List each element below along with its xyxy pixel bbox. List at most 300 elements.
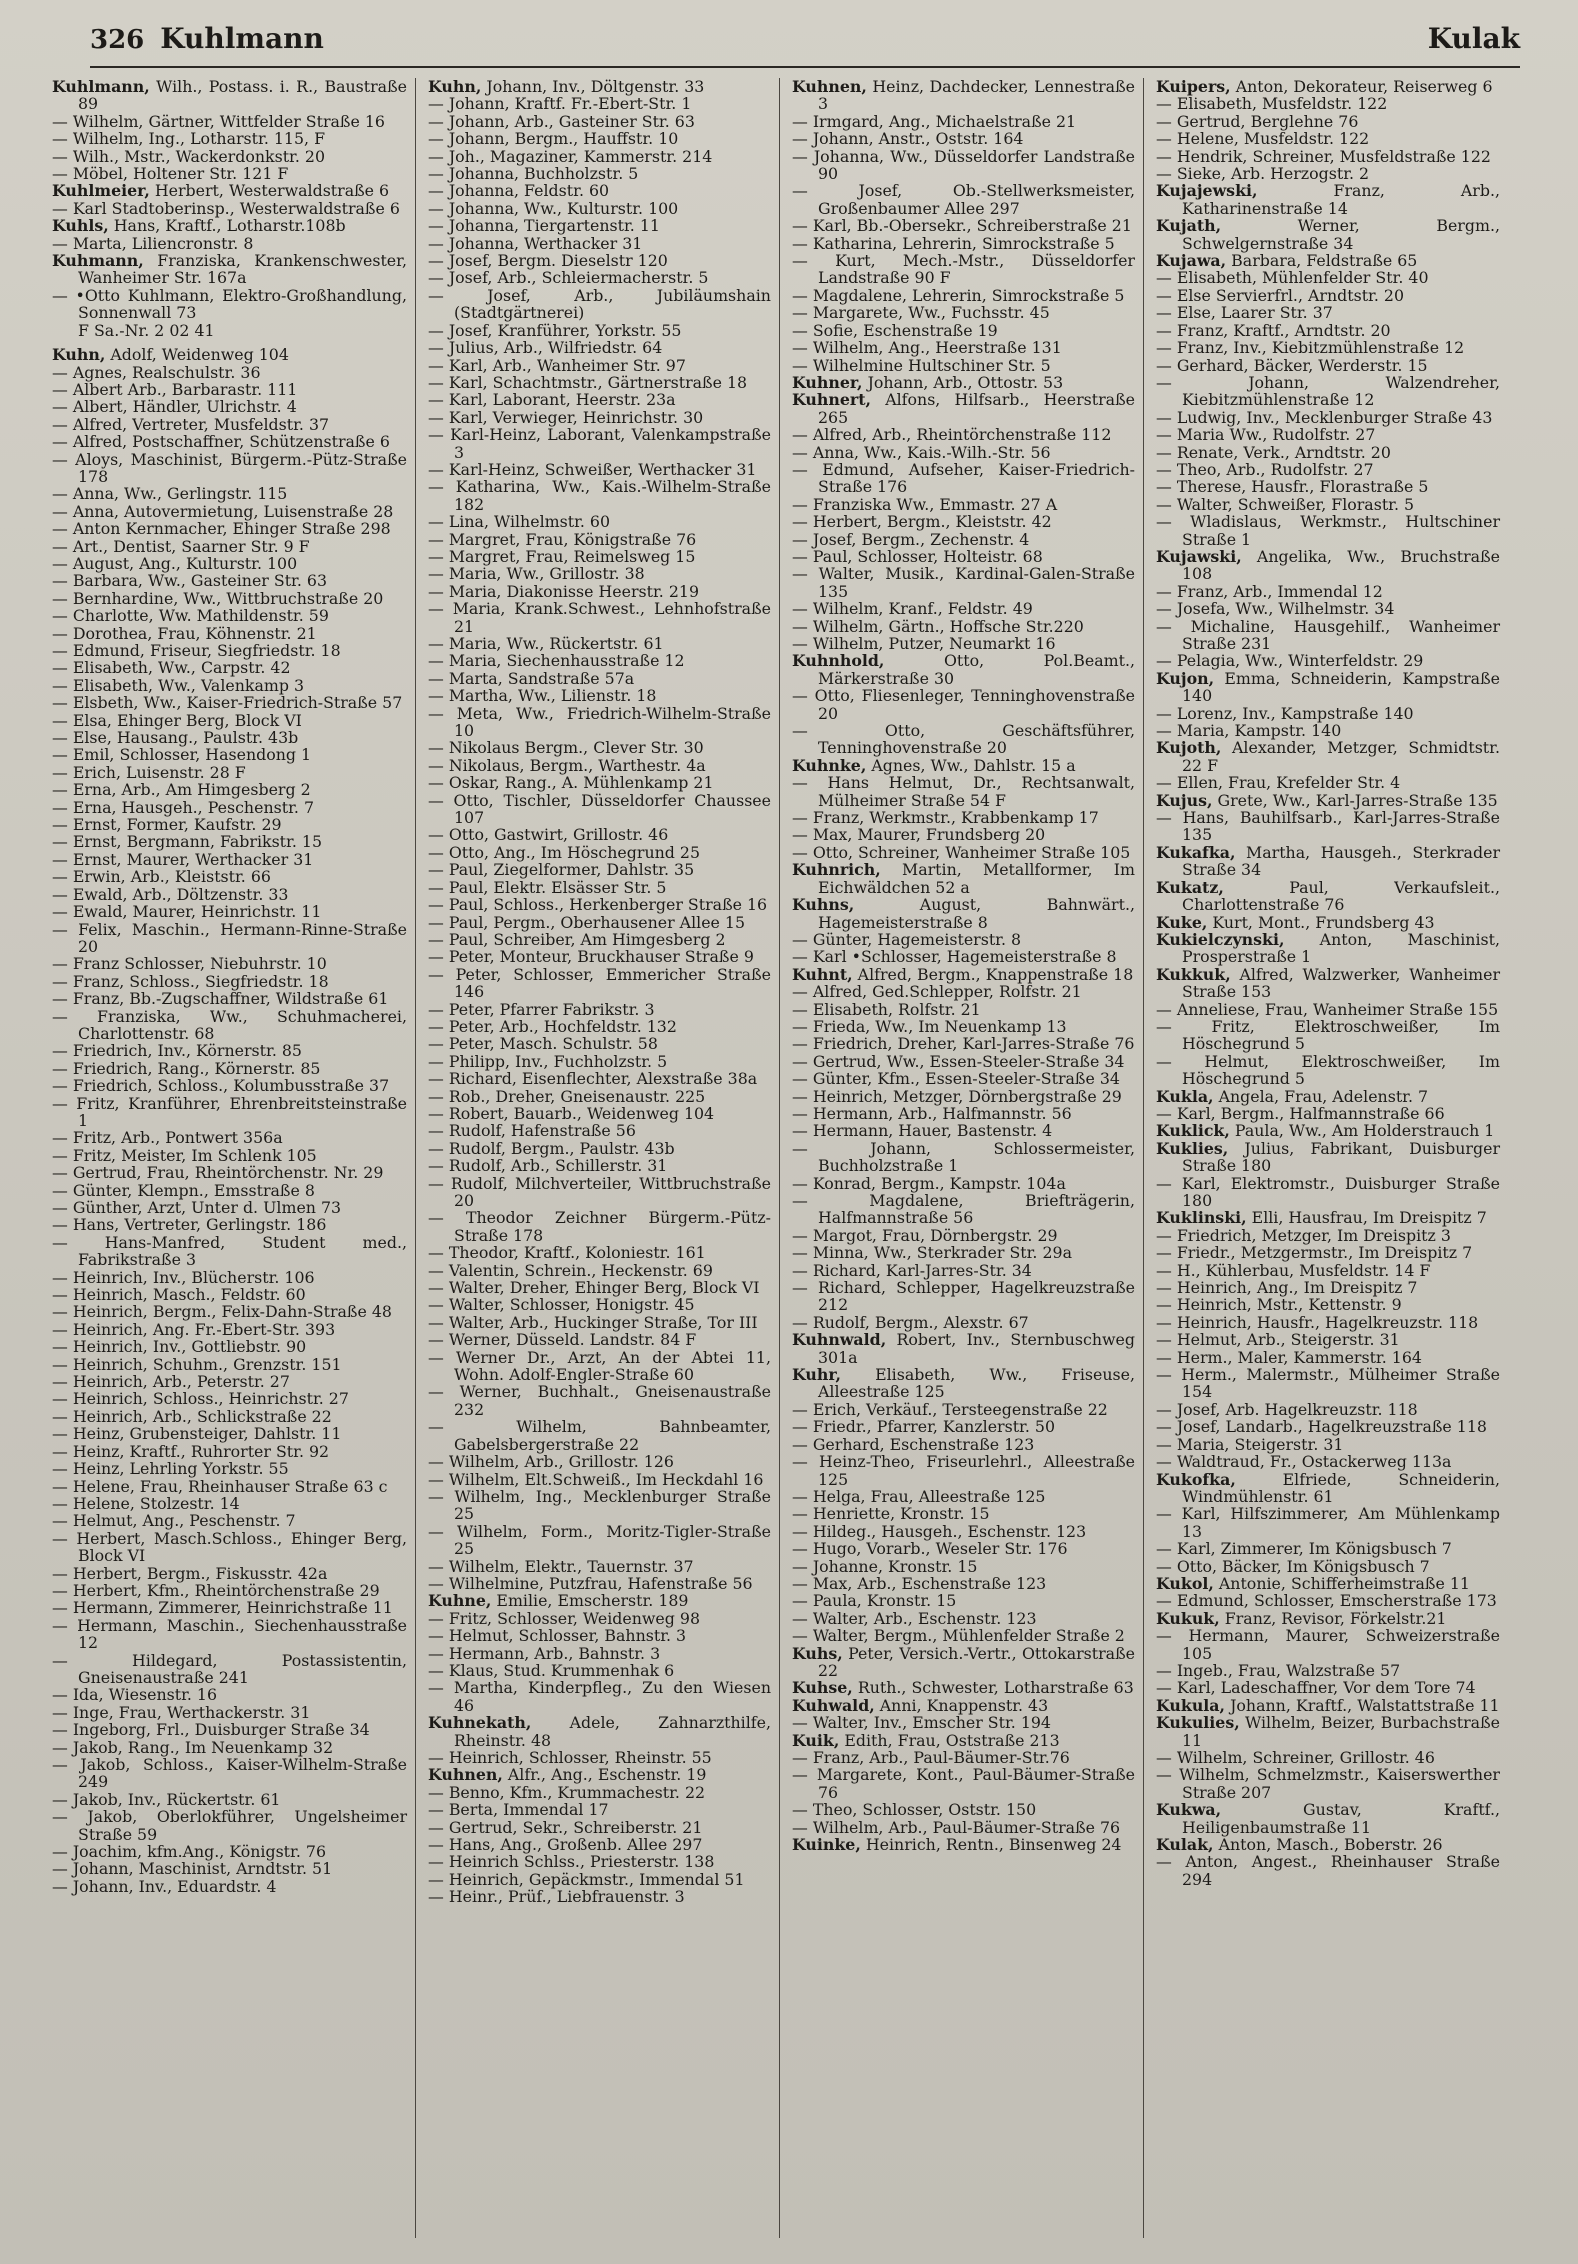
entry-surname: Kuhnwald, [792,1330,887,1350]
entry-text: — Johanna, Tiergartenstr. 11 [428,216,660,236]
entry-text: — Hugo, Vorarb., Weseler Str. 176 [792,1539,1068,1559]
directory-entry-surname [1156,931,1500,966]
directory-entry [428,95,771,112]
entry-text: — Karl, Verwieger, Heinrichstr. 30 [428,407,704,427]
entry-text: — Helene, Frau, Rheinhauser Straße 63 c [52,1476,388,1496]
directory-entry [428,391,771,408]
entry-text: — Karl, Arb., Wanheimer Str. 97 [428,355,686,375]
directory-entry [792,618,1135,635]
entry-text: — Franz, Inv., Kiebitzmühlenstraße 12 [1156,338,1465,358]
directory-entry [1156,618,1500,653]
entry-text: — Hermann, Arb., Halfmannstr. 56 [792,1103,1072,1123]
directory-entry [1156,1453,1500,1470]
entry-text: — Johanna, Ww., Kulturstr. 100 [428,198,679,218]
entry-text: — Jakob, Inv., Rückertstr. 61 [52,1789,281,1809]
directory-entry [52,833,407,850]
directory-entry [428,357,771,374]
directory-entry [52,130,407,147]
entry-text: — Edmund, Aufseher, Kaiser-Friedrich-Straße 176 [792,459,1135,497]
entry-text: — Frieda, Ww., Im Neuenkamp 13 [792,1016,1067,1036]
directory-entry [792,235,1135,252]
directory-entry [52,712,407,729]
entry-text: — Otto, Bäcker, Im Königsbusch 7 [1156,1556,1430,1576]
entry-text: — Herbert, Masch.Schloss., Ehinger Berg, Block VI [52,1528,407,1566]
directory-entry [428,914,771,931]
entry-text: — Heinrich, Ang. Fr.-Ebert-Str. 393 [52,1319,336,1339]
entry-text: — Otto, Tischler, Düsseldorfer Chaussee 107 [428,790,771,828]
entry-text: — Robert, Bauarb., Weidenweg 104 [428,1103,715,1123]
directory-entry [428,130,771,147]
directory-entry-surname [792,1645,1135,1680]
entry-text: — Karl-Heinz, Laborant, Valenkampstraße 3 [428,425,771,462]
directory-entry [52,677,407,694]
directory-entry [792,983,1135,1000]
entry-text: — Heinr., Prüf., Liebfrauenstr. 3 [428,1887,685,1907]
entry-surname: Kuhse, [792,1678,853,1698]
entry-text: — Karl, Elektromstr., Duisburger Straße 180 [1156,1173,1500,1210]
entry-surname: Kuke, [1156,912,1208,932]
entry-text: — Johanne, Kronstr. 15 [792,1556,978,1576]
entry-text: — Maria, Kampstr. 140 [1156,721,1342,741]
directory-entry [52,381,407,398]
entry-text: Paula, Ww., Am Holderstrauch 1 [1229,1121,1495,1141]
entry-text: — Herm., Malermstr., Mülheimer Straße 154 [1156,1365,1500,1402]
directory-entry [52,886,407,903]
directory-entry-surname [792,1836,1135,1853]
entry-text: — Wilhelm, Ing., Mecklenburger Straße 25 [428,1486,771,1524]
entry-text: — Wilhelm, Arb., Paul-Bäumer-Straße 76 [792,1817,1121,1837]
directory-entry [52,1530,407,1565]
entry-text: — Heinrich Schlss., Priesterstr. 138 [428,1852,715,1872]
entry-text: — Rob., Dreher, Gneisenaustr. 225 [428,1086,706,1106]
entry-text: — Hans, Bauhilfsarb., Karl-Jarres-Straße 135 [1156,808,1500,845]
entry-text: — Helmut, Ang., Peschenstr. 7 [52,1511,296,1531]
directory-entry [428,1836,771,1853]
directory-entry [792,635,1135,652]
entry-surname: Kuhr, [792,1365,842,1385]
entry-text: — August, Ang., Kulturstr. 100 [52,553,298,573]
directory-entry [1156,1662,1500,1679]
directory-entry [52,781,407,798]
directory-entry-surname [428,1592,771,1609]
entry-text: Peter, Versich.-Vertr., Ottokarstraße 22 [818,1643,1135,1680]
entry-text: — Heinrich, Gepäckmstr., Immendal 51 [428,1869,745,1889]
directory-entry [52,1164,407,1181]
entry-text: — Walter, Arb., Huckinger Straße, Tor III [428,1312,758,1332]
entry-text: — Heinrich, Inv., Blücherstr. 106 [52,1267,315,1287]
column-3 [780,78,1144,2238]
entry-text: — Günter, Hagemeisterstr. 8 [792,929,1022,949]
directory-entry [428,1105,771,1122]
directory-entry [428,1001,771,1018]
entry-text: — Heinrich, Inv., Gottliebstr. 90 [52,1337,307,1357]
entry-text: — Jakob, Schloss., Kaiser-Wilhelm-Straße 249 [52,1755,407,1792]
entry-surname: Kuhnen, [792,78,867,96]
entry-text: — Herbert, Bergm., Fiskusstr. 42a [52,1563,328,1583]
directory-entry [792,1122,1135,1139]
entry-text: — Paul, Elektr. Elsässer Str. 5 [428,877,667,897]
entry-text: — Helmut, Schlosser, Bahnstr. 3 [428,1626,687,1646]
entry-surname: Kukkuk, [1156,964,1231,984]
entry-text: — Kurt, Mech.-Mstr., Düsseldorfer Landstraße 90 F [792,251,1135,288]
directory-entry-surname [792,966,1135,983]
directory-entry [792,287,1135,304]
entry-text: Angelika, Ww., Bruchstraße 108 [1182,546,1500,584]
entry-text: — Else Servierfrl., Arndtstr. 20 [1156,285,1404,305]
column-4 [1144,78,1508,2238]
directory-entry [52,1582,407,1599]
directory-entry [792,1505,1135,1522]
directory-entry [792,1418,1135,1435]
entry-surname: Kuhnen, [428,1765,503,1785]
directory-entry [1156,1853,1500,1888]
entry-text: — Aloys, Maschinist, Bürgerm.-Pütz-Straße 178 [52,449,407,486]
entry-surname: Kuhnrich, [792,860,881,880]
entry-text: — Günter, Kfm., Essen-Steeler-Straße 34 [792,1069,1120,1089]
entry-text: — Ernst, Bergmann, Fabrikstr. 15 [52,832,322,852]
directory-entry [428,1418,771,1453]
entry-text: — Wilhelm, Form., Moritz-Tigler-Straße 25 [428,1521,771,1559]
directory-entry [52,1356,407,1373]
directory-entry [52,1408,407,1425]
entry-text: — Franziska, Ww., Schuhmacherei, Charlottenstr. 68 [52,1006,407,1043]
directory-entry [52,1843,407,1860]
directory-entry-surname [792,757,1135,774]
entry-text: Antonie, Schifferheimstraße 11 [1213,1573,1470,1593]
entry-text: — Joachim, kfm.Ang., Königstr. 76 [52,1842,326,1862]
directory-entry [52,1042,407,1059]
entry-text: — Franziska Ww., Emmastr. 27 A [792,494,1058,514]
directory-entry [428,217,771,234]
entry-surname: Kuhmann, [52,251,144,271]
entry-text: — Helga, Frau, Alleestraße 125 [792,1486,1046,1506]
directory-entry [428,235,771,252]
directory-entry [428,461,771,478]
entry-text: — Heinrich, Bergm., Felix-Dahn-Straße 48 [52,1302,392,1322]
entry-text: — Albert Arb., Barbarastr. 111 [52,379,298,399]
entry-text: Elisabeth, Ww., Friseuse, Alleestraße 125 [818,1365,1135,1402]
directory-entry [428,1523,771,1558]
entry-text: — Wilhelm, Gärtn., Hoffsche Str.220 [792,616,1084,636]
directory-entry [428,513,771,530]
directory-entry [428,478,771,513]
entry-text: — Josef, Bergm., Zechenstr. 4 [792,529,1030,549]
directory-entry-surname [1156,879,1500,914]
directory-entry [1156,1366,1500,1401]
entry-text: — Friedrich, Metzger, Im Dreispitz 3 [1156,1225,1451,1245]
directory-entry [792,113,1135,130]
entry-text: — Walter, Schlosser, Honigstr. 45 [428,1295,695,1315]
directory-entry [1156,1227,1500,1244]
entry-text: — Wilhelm, Ang., Heerstraße 131 [792,338,1062,358]
entry-text: — Katharina, Ww., Kais.-Wilhelm-Straße 182 [428,477,771,514]
header-last-name: Kulak [1427,22,1520,55]
directory-entry [428,565,771,582]
entry-text: — Klaus, Stud. Krummenhak 6 [428,1660,675,1680]
entry-text: — Josefa, Ww., Wilhelmstr. 34 [1156,599,1395,619]
directory-entry [792,304,1135,321]
directory-entry [792,774,1135,809]
directory-entry-surname [52,252,407,287]
directory-entry [1156,461,1500,478]
entry-text: — Wilhelm, Schreiner, Grillostr. 46 [1156,1748,1435,1767]
directory-entry-surname [1156,1209,1500,1226]
directory-entry [428,1610,771,1627]
directory-entry [1156,600,1500,617]
entry-text: — Heinz, Grubensteiger, Dahlstr. 11 [52,1424,342,1444]
directory-entry [52,148,407,165]
directory-entry [792,1766,1135,1801]
entry-text: Hans, Kraftf., Lotharstr.108b [108,216,346,236]
entry-text: — Elsbeth, Ww., Kaiser-Friedrich-Straße 57 [52,693,403,713]
directory-entry [52,572,407,589]
directory-entry [428,670,771,687]
entry-text: — Johann, Kraftf. Fr.-Ebert-Str. 1 [428,94,692,114]
directory-entry [1156,1592,1500,1609]
entry-surname: Kuhwald, [792,1695,875,1715]
entry-text: — Felix, Maschin., Hermann-Rinne-Straße 20 [52,919,407,956]
entry-text: — Johann, Inv., Eduardstr. 4 [52,1876,277,1896]
directory-entry [52,165,407,182]
entry-text: — Hildeg., Hausgeh., Eschenstr. 123 [792,1521,1087,1541]
entry-text: — Charlotte, Ww. Mathildenstr. 59 [52,606,329,626]
entry-text: — Johann, Walzendreher, Kiebitzmühlenstraße 12 [1156,372,1500,410]
directory-entry [52,1704,407,1721]
directory-entry [428,269,771,286]
entry-text: Adolf, Weidenweg 104 [105,345,289,365]
directory-entry [428,1296,771,1313]
entry-surname: Kukatz, [1156,877,1224,897]
entry-text: Emilie, Emscherstr. 189 [491,1591,689,1611]
entry-text: — Wilhelm, Kranf., Feldstr. 49 [792,599,1033,619]
entry-text: — Karl, Zimmerer, Im Königsbusch 7 [1156,1539,1452,1559]
entry-text: — Franz, Bb.-Zugschaffner, Wildstraße 61 [52,989,389,1009]
directory-entry [52,1199,407,1216]
entry-text: — Karl, Schachtmstr., Gärtnerstraße 18 [428,372,748,392]
directory-entry [1156,1105,1500,1122]
entry-text: — Johann, Arb., Gasteiner Str. 63 [428,111,695,131]
directory-entry [52,1008,407,1043]
directory-entry-surname [1156,78,1500,95]
entry-text: — Waldtraud, Fr., Ostackerweg 113a [1156,1452,1452,1472]
entry-text: — Hans-Manfred, Student med., Fabrikstraße 3 [52,1232,407,1270]
entry-text: Johann, Kraftf., Walstattstraße 11 [1225,1695,1500,1715]
entry-text: — Konrad, Bergm., Kampstr. 104a [792,1173,1066,1193]
entry-surname: Kuhs, [792,1643,843,1663]
entry-surname: Kuinke, [792,1835,861,1855]
directory-entry [792,809,1135,826]
entry-text: Werner, Bergm., Schwelgernstraße 34 [1182,216,1500,253]
entry-text: — Elisabeth, Ww., Valenkamp 3 [52,675,305,695]
entry-text: — Heinrich, Masch., Feldstr. 60 [52,1285,306,1305]
entry-text: Elli, Hausfrau, Im Dreispitz 7 [1246,1208,1487,1228]
entry-text: Anton, Dekorateur, Reiserweg 6 [1230,78,1493,96]
directory-entry [1156,409,1500,426]
directory-entry [792,1035,1135,1052]
entry-text: — Hermann, Hauer, Bastenstr. 4 [792,1121,1053,1141]
entry-text: — Franz, Arb., Immendal 12 [1156,581,1383,601]
entry-text: Johann, Inv., Döltgenstr. 33 [481,78,705,96]
entry-text: Wilh., Postass. i. R., Baustraße 89 [78,78,407,114]
directory-entry [52,1216,407,1233]
entry-text: — Irmgard, Ang., Michaelstraße 21 [792,111,1077,131]
directory-entry [52,398,407,415]
entry-surname: Kuhnt, [792,964,853,984]
directory-entry-surname [1156,1122,1500,1139]
directory-entry-surname [792,1732,1135,1749]
entry-text: — Werner, Buchhalt., Gneisenaustraße 232 [428,1382,771,1419]
directory-entry [52,1756,407,1791]
entry-text: Adele, Zahnarzthilfe, Rheinstr. 48 [454,1713,771,1750]
entry-text: — Hermann, Maschin., Siechenhausstraße 12 [52,1615,407,1653]
directory-entry-surname [792,1697,1135,1714]
directory-entry [428,844,771,861]
entry-text: — Johanna, Ww., Düsseldorfer Landstraße 90 [792,146,1135,184]
directory-entry [792,182,1135,217]
directory-columns [52,78,1526,2238]
directory-entry [428,287,771,322]
entry-text: — Sofie, Eschenstraße 19 [792,320,998,340]
entry-surname: Kujath, [1156,216,1222,236]
directory-entry-surname [792,1331,1135,1366]
directory-entry-surname [1156,966,1500,1001]
directory-entry [428,1175,771,1210]
entry-text: — Josef, Arb., Jubiläumshain (Stadtgärtnerei) [428,285,771,323]
directory-entry [792,444,1135,461]
entry-text: — Elsa, Ehinger Berg, Block VI [52,710,302,730]
entry-text: — Sieke, Arb. Herzogstr. 2 [1156,164,1370,184]
directory-entry [428,774,771,791]
directory-entry [52,659,407,676]
entry-text: — •Otto Kuhlmann, Elektro-Großhandlung, Sonnenwall 73 F Sa.-Nr. 2 02 41 [52,285,407,340]
entry-text: — Theodor Zeichner Bürgerm.-Pütz-Straße 178 [428,1208,771,1245]
entry-text: — Walter, Arb., Eschenstr. 123 [792,1608,1037,1628]
directory-entry [52,1425,407,1442]
entry-text: — Walter, Dreher, Ehinger Berg, Block VI [428,1278,760,1298]
entry-text: Angela, Frau, Adelenstr. 7 [1213,1086,1429,1106]
directory-entry [1156,1053,1500,1088]
entry-text: — Henriette, Kronstr. 15 [792,1504,990,1524]
directory-entry-surname [792,1679,1135,1696]
entry-text: — Hendrik, Schreiner, Musfeldstraße 122 [1156,146,1491,166]
entry-text: — Karl, Bb.-Obersekr., Schreiberstraße 21 [792,216,1132,236]
directory-entry [428,1122,771,1139]
entry-text: — Max, Arb., Eschenstraße 123 [792,1573,1047,1593]
entry-text: — Fritz, Elektroschweißer, Im Höschegrund 5 [1156,1016,1500,1054]
entry-text: — Friedrich, Dreher, Karl-Jarres-Straße 76 [792,1034,1135,1054]
directory-entry-surname [1156,1836,1500,1853]
directory-entry [52,200,407,217]
directory-entry [792,1175,1135,1192]
entry-text: — Erna, Hausgeh., Peschenstr. 7 [52,797,314,817]
entry-text: — Heinz, Kraftf., Ruhrorter Str. 92 [52,1441,330,1461]
entry-text: — Ingeborg, Frl., Duisburger Straße 34 [52,1720,370,1740]
directory-entry [1156,1679,1500,1696]
entry-text: Johann, Arb., Ottostr. 53 [862,372,1064,392]
directory-entry-surname [428,1714,771,1749]
directory-entry [792,339,1135,356]
entry-text: — Maria, Ww., Rückertstr. 61 [428,634,664,653]
directory-entry [52,416,407,433]
entry-text: — Elisabeth, Rolfstr. 21 [792,999,981,1019]
entry-text: — Else, Hausang., Paulstr. 43b [52,728,299,748]
entry-text: — Ida, Wiesenstr. 16 [52,1685,218,1705]
entry-text: Ruth., Schwester, Lotharstraße 63 [852,1678,1134,1698]
directory-entry [1156,165,1500,182]
directory-entry [1156,304,1500,321]
entry-text: — Heinz-Theo, Friseurlehrl., Alleestraße 125 [792,1452,1135,1489]
entry-text: — Therese, Hausfr., Florastraße 5 [1156,477,1429,497]
directory-entry [428,113,771,130]
column-1 [52,78,416,2238]
entry-text: — Wilhelm, Elektr., Tauernstr. 37 [428,1556,694,1576]
entry-text: — Paul, Ziegelformer, Dahlstr. 35 [428,860,695,880]
directory-entry [52,1095,407,1130]
entry-text: Alfr., Ang., Eschenstr. 19 [502,1765,707,1785]
entry-text: — Otto, Ang., Im Höschegrund 25 [428,842,701,862]
entry-text: — Wilhelm, Putzer, Neumarkt 16 [792,634,1056,653]
entry-text: Heinrich, Rentn., Binsenweg 24 [860,1835,1122,1855]
entry-text: — Karl •Schlosser, Hagemeisterstraße 8 [792,947,1117,967]
entry-text: — Richard, Eisenflechter, Alexstraße 38a [428,1069,758,1089]
entry-surname: Kukuk, [1156,1608,1220,1628]
entry-surname: Kujajewski, [1156,181,1258,201]
entry-text: — Dorothea, Frau, Köhnenstr. 21 [52,623,317,643]
entry-text: — Johanna, Buchholzstr. 5 [428,164,639,184]
directory-entry [428,1053,771,1070]
entry-text: — Emil, Schlosser, Hasendong 1 [52,745,312,765]
entry-text: — Herbert, Kfm., Rheintörchenstraße 29 [52,1580,380,1600]
directory-entry [52,1808,407,1843]
entry-text: — Helene, Musfeldstr. 122 [1156,129,1370,149]
directory-entry [52,1860,407,1877]
entry-text: — Franz, Arb., Paul-Bäumer-Str.76 [792,1748,1070,1767]
directory-entry-surname [792,652,1135,687]
directory-entry [1156,374,1500,409]
directory-entry [428,1784,771,1801]
directory-entry [428,409,771,426]
directory-entry [52,364,407,381]
entry-text: — Ernst, Maurer, Werthacker 31 [52,849,314,869]
entry-text: — Franz, Schloss., Siegfriedstr. 18 [52,971,329,991]
directory-entry-surname [1156,844,1500,879]
directory-entry [428,1801,771,1818]
directory-entry [52,816,407,833]
entry-text: — Rudolf, Arb., Schillerstr. 31 [428,1156,668,1176]
entry-text: — Jakob, Oberlokführer, Ungelsheimer Straße 59 [52,1807,407,1844]
directory-entry [792,1714,1135,1731]
entry-text: — Anton Kernmacher, Ehinger Straße 298 [52,519,391,539]
entry-surname: Kuhner, [792,372,863,392]
directory-entry-surname [1156,1471,1500,1506]
entry-text: — Walter, Bergm., Mühlenfelder Straße 2 [792,1626,1125,1646]
entry-text: — Hermann, Maurer, Schweizerstraße 105 [1156,1626,1500,1663]
directory-entry [1156,1540,1500,1557]
entry-text: — Gertrud, Berglehne 76 [1156,111,1359,131]
entry-text: — Martha, Ww., Lilienstr. 18 [428,686,657,706]
entry-text: — Friedr., Metzgermstr., Im Dreispitz 7 [1156,1243,1473,1263]
entry-text: — Peter, Pfarrer Fabrikstr. 3 [428,999,655,1019]
entry-surname: Kujus, [1156,790,1213,810]
directory-entry [52,955,407,972]
directory-entry [1156,322,1500,339]
directory-entry [52,1269,407,1286]
entry-text: — Albert, Händler, Ulrichstr. 4 [52,397,297,417]
directory-entry [428,966,771,1001]
entry-text: — Johann, Anstr., Oststr. 164 [792,129,1024,149]
entry-text: — Heinrich, Schlosser, Rheinstr. 55 [428,1748,712,1767]
directory-entry [1156,95,1500,112]
